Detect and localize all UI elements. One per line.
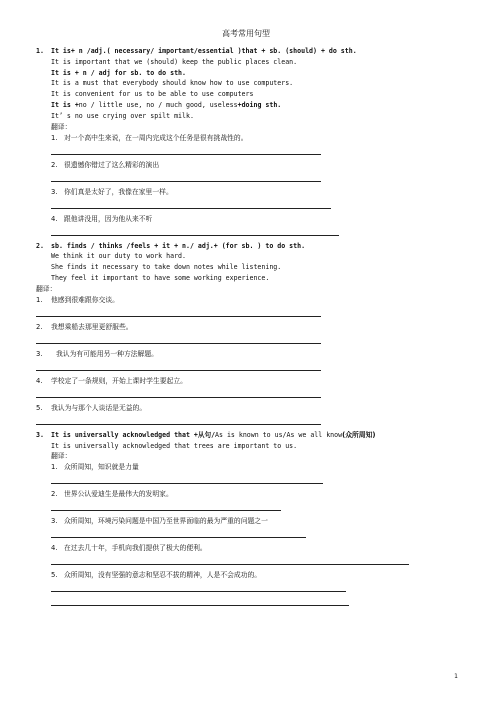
translation-item: 1. 他感到很难跟你交谈。 [36,295,119,304]
translation-label: 翻译： [51,122,72,131]
pattern-suffix: +doing sth. [237,100,282,109]
translation-item: 4. 跟他讲没用，因为他从来不听 [51,214,153,223]
translation-label: 翻译： [51,452,72,461]
answer-blank[interactable] [51,554,409,565]
example-sentence: It is important that we (should) keep the public places clean. [51,57,298,66]
section-1-pattern: It is+ n /adj.( necessary/ important/essential )that + sb. (should) + do sth. [51,47,357,55]
section-2-heading [36,241,456,252]
answer-blank[interactable] [51,473,323,484]
example-sentence: It’ s no use crying over spilt milk. [51,111,194,120]
section-3-meaning: (众所周知) [342,430,376,439]
example-sentence: She finds it necessary to take down notes while listening. [51,263,282,272]
section-1-heading [36,46,456,57]
translation-item: 1. 众所周知，知识就是力量 [51,463,139,472]
translation-item: 3. 我认为有可能用另一种方法解题。 [36,349,158,358]
section-3-alternatives: As is known to us/As we all know [215,430,343,439]
answer-blank[interactable] [36,387,321,398]
pattern-line [36,100,456,111]
pattern-line: It is + n / adj for sb. to do sth. [51,68,186,77]
answer-blank[interactable] [51,527,306,538]
answer-blank[interactable] [51,500,281,511]
answer-blank[interactable] [51,581,346,592]
answer-blank[interactable] [51,225,339,236]
example-sentence: It is a must that everybody should know how to use computers. [51,79,294,88]
translation-item: 5. 众所周知，没有坚强的意志和坚忍不拔的精神，人是不会成功的。 [51,571,262,580]
section-3-number: 3. [36,430,44,439]
translation-item: 2. 很遗憾你错过了这么精彩的演出 [51,160,160,169]
translation-item: 5. 我认为与那个人谈话是无益的。 [36,403,147,412]
example-sentence: It is universally acknowledged that trees are important to us. [51,441,298,450]
translation-item: 4. 在过去几十年，手机向我们提供了极大的便利。 [51,544,207,553]
translation-item: 3. 众所周知，环境污染问题是中国乃至世界面临的最为严重的问题之一 [51,517,268,526]
translation-item: 4. 学校定了一条规则，开始上课时学生要起立。 [36,376,187,385]
answer-blank[interactable] [36,360,321,371]
answer-blank[interactable] [36,333,321,344]
section-1-number: 1. [36,47,44,55]
answer-blank[interactable] [36,306,321,317]
translation-item: 1. 对一个高中生来说，在一周内完成这个任务是很有挑战性的。 [51,133,248,142]
answer-blank[interactable] [51,198,331,209]
section-3-heading [36,430,456,441]
section-2-pattern: sb. finds / thinks /feels + it + n./ adj.+ (for sb. ) to do sth. [51,241,306,250]
example-sentence: We think it our duty to work hard. [51,252,186,261]
example-sentence: It is convenient for us to be able to use computers [51,90,254,99]
section-2-number: 2. [36,241,44,250]
translation-item: 3. 你们真是太好了，我像在家里一样。 [51,187,173,196]
section-3-pattern: It is universally acknowledged that +从句/ [51,430,216,439]
answer-blank[interactable] [51,144,321,155]
answer-blank[interactable] [36,414,321,425]
example-sentence: They feel it important to have some working experience. [51,273,270,282]
page-number: 1 [454,673,458,680]
answer-blank[interactable] [51,595,349,606]
page-title: 高考常用句型 [222,29,270,38]
pattern-options: no / little use, no / much good, useless [78,100,238,109]
translation-label: 翻译： [36,284,57,293]
translation-item: 2. 世界公认爱迪生是最伟大的发明家。 [51,490,173,499]
pattern-prefix: It is + [51,100,79,109]
answer-blank[interactable] [51,171,321,182]
translation-item: 2. 我想乘船去那里更舒服些。 [36,322,133,331]
